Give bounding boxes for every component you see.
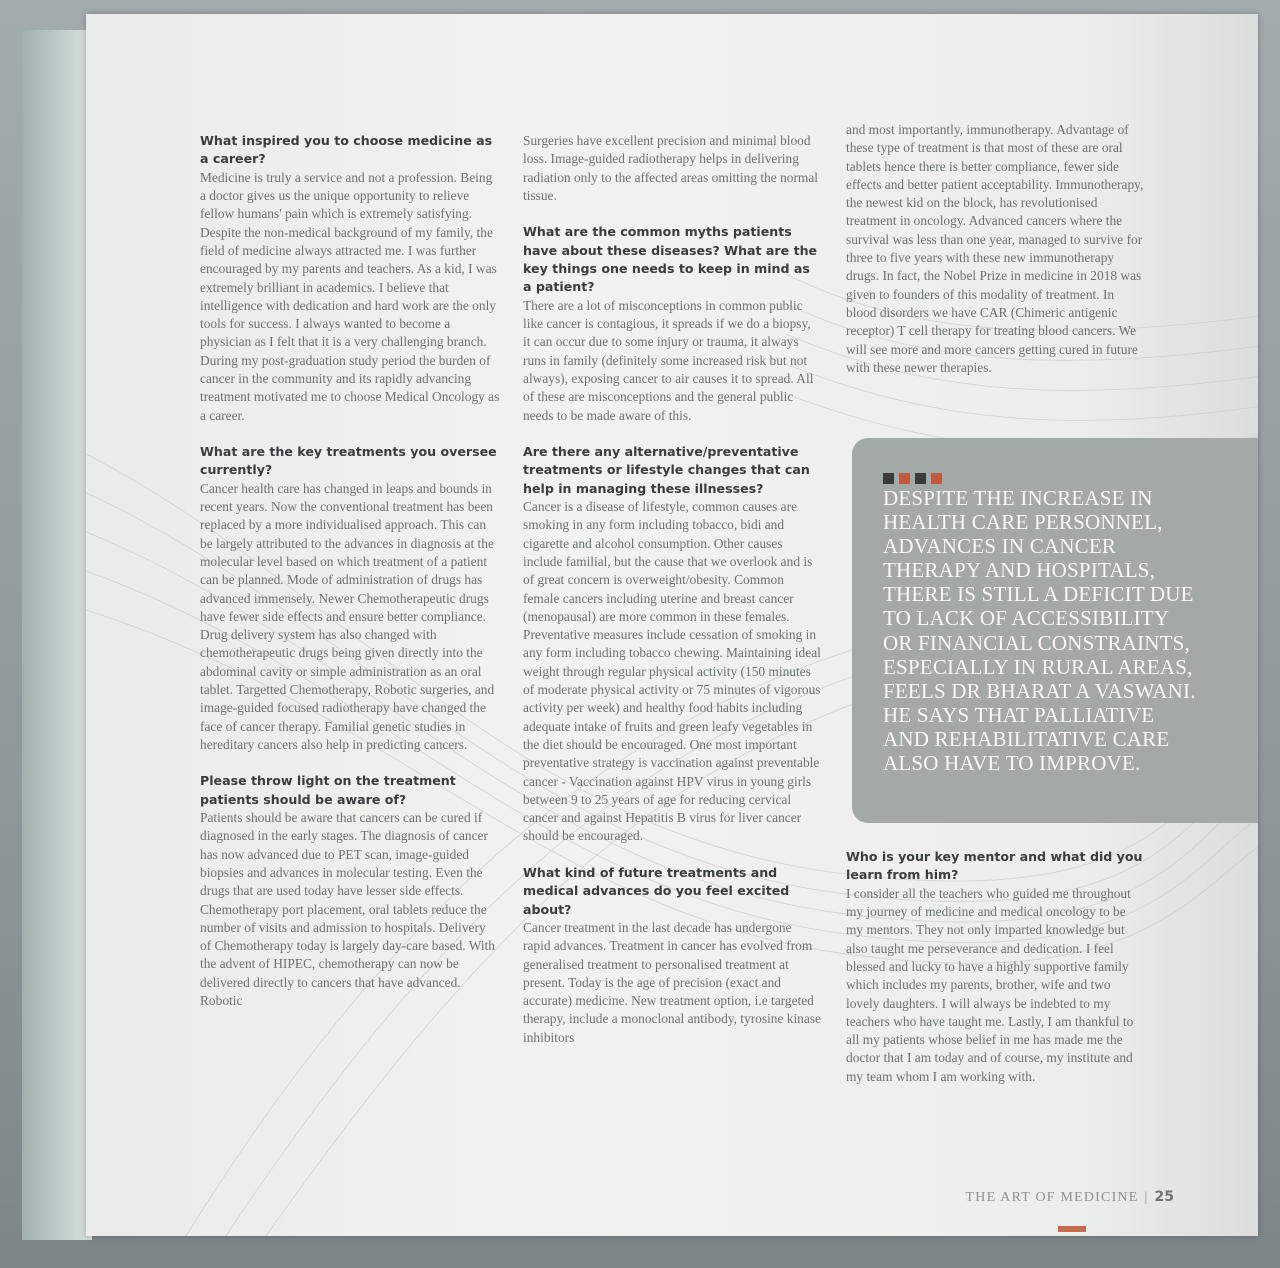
answer-text: Cancer is a disease of lifestyle, common causes are smoking in any form including tobacco, bidi and cigarette and alcohol consumption. Other causes include familial, but the cause that we overlook and is of great concern is overweight/obesity. Common female cancers including uterine and breast cancer (menopausal) are more common in these females. Preventative measures include cessation of smoking in any form including tobacco chewing. Maintaining ideal weight through regular physical activity (150 minutes of moderate physical activity or 75 minutes of vigorous activity per week) and healthy food habits including adequate intake of fruits and green leafy vegetables in the diet should be encouraged. One most important preventative strategy is vaccination against preventable cancer - Vaccination against HPV virus in young girls between 9 to 25 years of age for reducing cervical cancer and against Hepatitis B virus for liver cancer should be encouraged.: [523, 499, 821, 844]
question-heading: What kind of future treatments and medical advances do you feel excited about?: [523, 864, 790, 917]
page-footer: [966, 1189, 1174, 1206]
answer-text: and most importantly, immunotherapy. Advantage of these type of treatment is that most of these are oral tablets hence there is better compliance, fewer side effects and better patient acceptability. Immunotherapy, the newest kid on the block, has revolutionised treatment in oncology. Advanced cancers where the survival was less than one year, managed to survive for three to five years with these new immunotherapy drugs. In fact, the Nobel Prize in medicine in 2018 was given to founders of this modality of treatment. In blood disorders we have CAR (Chimeric antigenic receptor) T cell therapy for treating blood cancers. We will see more and more cancers getting cured in future with these newer therapies.: [846, 122, 1144, 375]
marker-square: [931, 473, 942, 484]
answer-text: Medicine is truly a service and not a profession. Being a doctor gives us the unique opportunity to relieve fellow humans' pain which is extremely satisfying. Despite the non-medical background of my family, the field of medicine always attracted me. I was further encouraged by my parents and teachers. As a kid, I was extremely brilliant in academics. I believe that intelligence with dedication and hard work are the only tools for success. I always wanted to become a physician as I felt that it is a very challenging branch. During my post-graduation study period the burden of cancer in the community and its rapidly advancing treatment motivated me to choose Medical Oncology as a career.: [200, 169, 500, 423]
previous-page-edge: [22, 30, 92, 1240]
answer-text: Cancer health care has changed in leaps and bounds in recent years. Now the conventional treatment has been replaced by a more individualised approach. This can be largely attributed to the advances in diagnosis at the molecular level based on which treatment of a patient can be planned. Mode of administration of drugs has advanced immensely. Newer Chemotherapeutic drugs have fewer side effects and ensure better compliance. Drug delivery system has also changed with chemotherapeutic drugs being given directly into the abdominal cavity or simple administration as an oral tablet. Targetted Chemotherapy, Robotic surgeries, and image-guided focused radiotherapy have changed the face of cancer therapy. Familial genetic studies in hereditary cancers also help in predicting cancers.: [200, 480, 495, 752]
marker-square: [915, 473, 926, 484]
marker-square: [899, 473, 910, 484]
magazine-page: [86, 14, 1258, 1236]
column-1: [200, 132, 500, 1028]
column-3-bottom: [846, 848, 1146, 1104]
page-number: 25: [1154, 1189, 1174, 1205]
page-tab-mark: [1058, 1226, 1086, 1232]
marker-square: [883, 473, 894, 484]
question-heading: What are the common myths patients have about these diseases? What are the key things one needs to keep in mind as a patient?: [523, 224, 818, 295]
magazine-title: THE ART OF MEDICINE: [965, 1190, 1139, 1205]
answer-text: Patients should be aware that cancers can be cured if diagnosed in the early stages. The diagnosis of cancer has now advanced due to PET scan, image-guided biopsies and advances in molecular testing. Even the drugs that are used today have lesser side effects. Chemotherapy port placement, oral tablets reduce the number of visits and admission to hospitals. Delivery of Chemotherapy today is largely day-care based. With the advent of HIPEC, chemotherapy can now be delivered directly to cancers that have advanced. Robotic: [200, 810, 495, 1009]
question-heading: Who is your key mentor and what did you learn from him?: [846, 849, 1143, 883]
question-heading: Are there any alternative/preventative treatments or lifestyle changes that can help in managing these illnesses?: [523, 443, 810, 496]
answer-text: I consider all the teachers who guided me throughout my journey of medicine and medical oncology to be my mentors. They not only imparted knowledge but also taught me perseverance and dedication. I feel blessed and lucky to have a highly supportive family which includes my parents, brother, wife and two lovely daughters. I will always be indebted to my teachers who have taught me. Lastly, I am thankful to all my patients whose belief in me has made me the doctor that I am today and of course, my institute and my team whom I am working with.: [846, 885, 1134, 1084]
column-3-top: [846, 121, 1146, 395]
question-heading: What inspired you to choose medicine as a career?: [200, 133, 493, 167]
pull-quote-text: DESPITE THE INCREASE IN HEALTH CARE PERSONNEL, ADVANCES IN CANCER THERAPY AND HOSPITALS, THERE IS STILL A DEFICIT DUE TO LACK OF ACCESSIBILITY OR FINANCIAL CONSTRAINTS, ESPECIALLY IN RURAL AREAS, FEELS DR BHARAT A VASWANI. HE SAYS THAT PALLIATIVE AND REHABILITATIVE CARE ALSO HAVE TO IMPROVE.: [883, 486, 1196, 776]
answer-text: Cancer treatment in the last decade has undergone rapid advances. Treatment in cancer has evolved from generalised treatment to personalised treatment at present. Today is the age of precision (exact and accurate) medicine. New treatment option, i.e targeted therapy, include a monoclonal antibody, tyrosine kinase inhibitors: [523, 919, 821, 1045]
answer-text: Surgeries have excellent precision and minimal blood loss. Image-guided radiotherapy helps in delivering radiation only to the affected areas omitting the normal tissue.: [523, 133, 818, 203]
column-2: [523, 132, 821, 1065]
question-heading: What are the key treatments you oversee currently?: [200, 443, 497, 478]
answer-text: There are a lot of misconceptions in common public like cancer is contagious, it spreads if we do a biopsy, it can occur due to some injury or trauma, it always runs in family (definitely some increased risk but not always), exposing cancer to air causes it to spread. All of these are misconceptions and the general public needs to be made aware of this.: [523, 297, 814, 423]
footer-separator: |: [1144, 1190, 1149, 1205]
question-heading: Please throw light on the treatment patients should be aware of?: [200, 773, 456, 807]
